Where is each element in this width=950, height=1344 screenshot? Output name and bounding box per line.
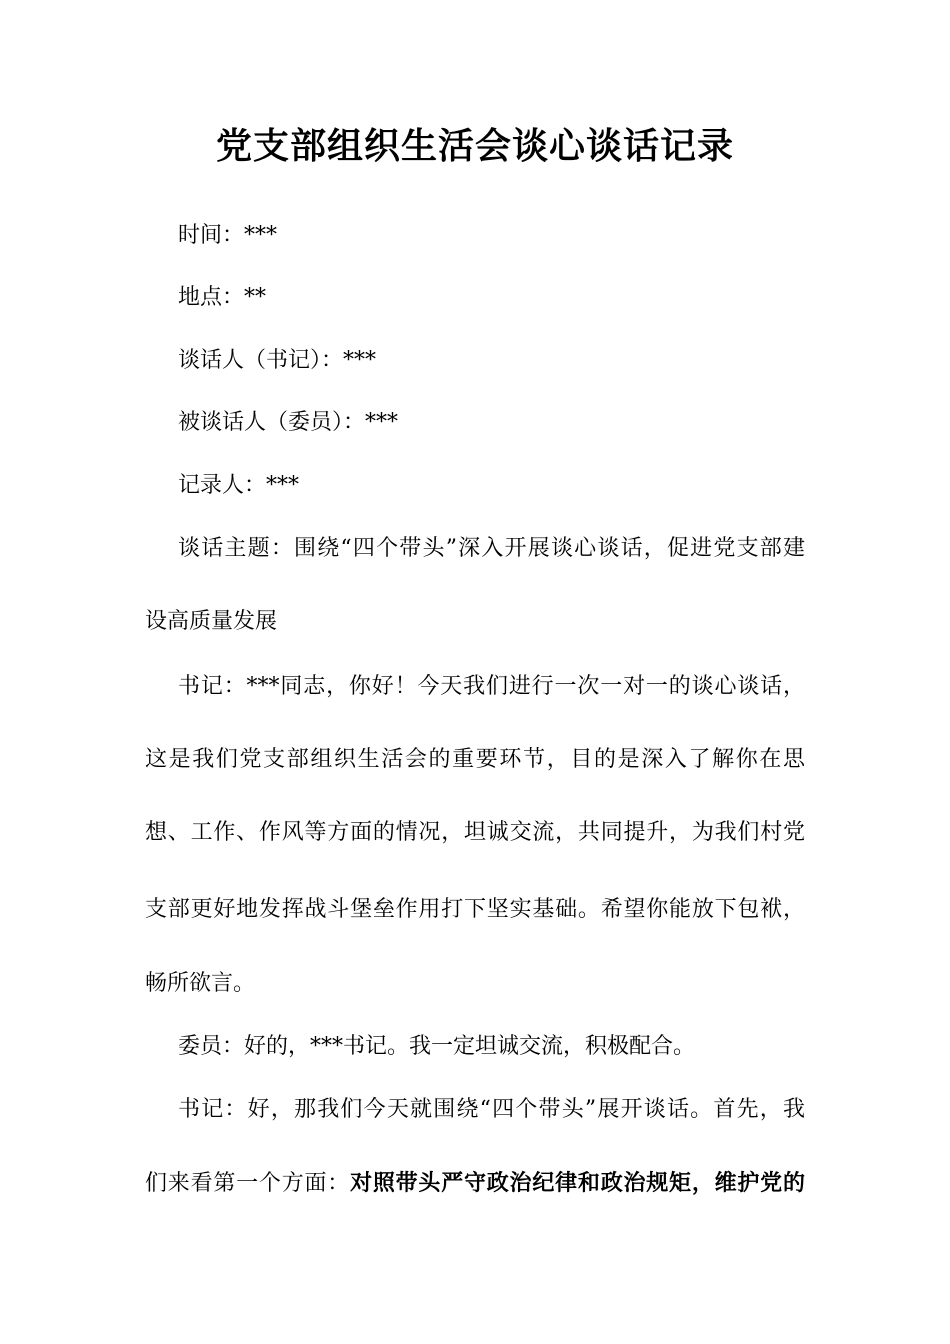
meta-interviewer: 谈话人（书记）：*** — [178, 348, 377, 373]
meta-place: 地点：** — [178, 285, 267, 310]
meta-interviewee: 被谈话人（委员）：*** — [178, 410, 399, 435]
meta-time: 时间：*** — [178, 223, 278, 248]
meta-recorder: 记录人：*** — [178, 473, 300, 498]
topic-line: 谈话主题：围绕“四个带头”深入开展谈心谈话，促进党支部建 — [178, 536, 805, 561]
paragraph-line: 支部更好地发挥战斗堡垒作用打下坚实基础。希望你能放下包袱， — [145, 897, 805, 922]
bold-text: 对照带头严守政治纪律和政治规矩，维护党的 — [350, 1170, 805, 1196]
paragraph-line: 畅所欲言。 — [145, 971, 256, 996]
document-title: 党支部组织生活会谈心谈话记录 — [215, 125, 734, 167]
paragraph-line: 这是我们党支部组织生活会的重要环节，目的是深入了解你在思 — [145, 747, 805, 772]
paragraph-line — [145, 1168, 805, 1199]
paragraph-line: 委员：好的，***书记。我一定坦诚交流，积极配合。 — [178, 1034, 696, 1059]
plain-text: 们来看第一个方面： — [145, 1171, 351, 1196]
paragraph-line: 书记：***同志，你好！今天我们进行一次一对一的谈心谈话， — [178, 674, 805, 699]
topic-line: 设高质量发展 — [145, 609, 278, 634]
paragraph-line: 书记：好，那我们今天就围绕“四个带头”展开谈话。首先，我 — [178, 1097, 805, 1122]
paragraph-line: 想、工作、作风等方面的情况，坦诚交流，共同提升，为我们村党 — [145, 820, 805, 845]
